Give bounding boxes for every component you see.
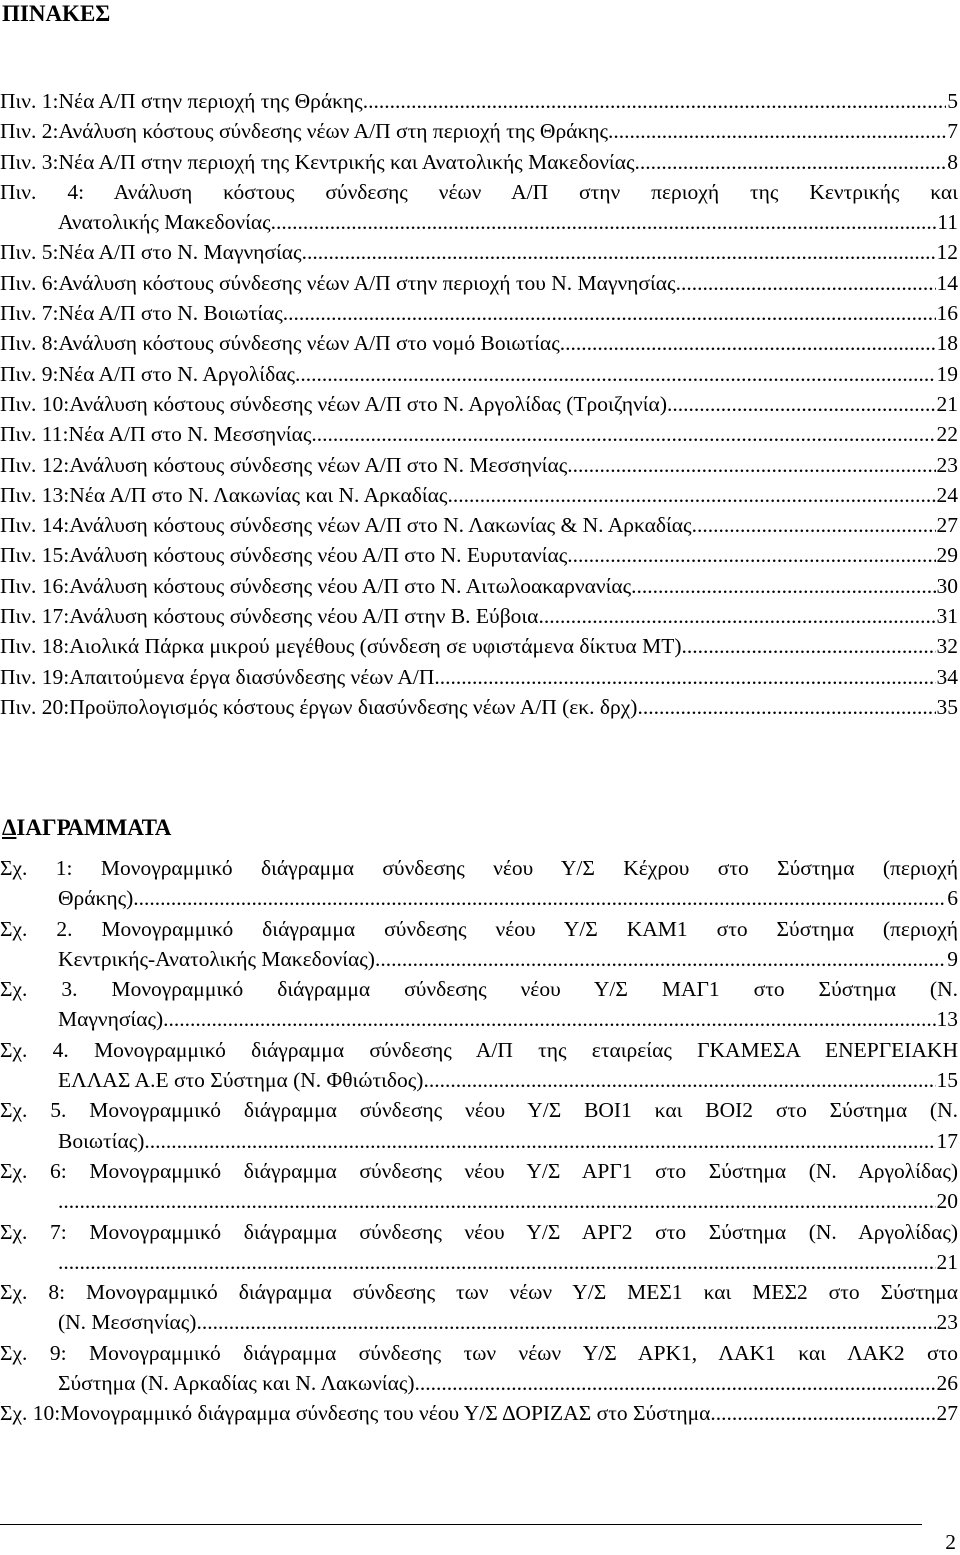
tables-heading: ΠΙΝΑΚΕΣ <box>2 1 111 26</box>
diagram-entry-last-line <box>0 1247 958 1277</box>
diagram-entry-last-line <box>0 1126 958 1156</box>
diagram-entry-title-line1: Μονογραμμικό διάγραμμα σύνδεσης νέου Υ/Σ ΒΟΙ1 και ΒΟΙ2 στο Σύστημα (Ν. <box>66 1098 958 1123</box>
table-entry-page: 11 <box>937 210 958 235</box>
diagram-entry-page: 13 <box>936 1007 958 1032</box>
table-entry-label: Πιν. 3: <box>0 149 59 174</box>
table-entry-page: 7 <box>947 119 958 144</box>
table-entry-first-line <box>0 177 958 207</box>
diagram-entry-label: Σχ. 1: <box>0 856 73 880</box>
table-entry <box>0 268 958 298</box>
diagram-entry-title-line1: Μονογραμμικό διάγραμμα σύνδεσης Α/Π της εταιρείας ΓΚΑΜΕΣΑ ΕΝΕΡΓΕΙΑΚΗ <box>68 1037 958 1062</box>
table-entry-label: Πιν. 7: <box>0 301 59 326</box>
diagram-entry <box>0 853 958 914</box>
diagram-entry-label: Σχ. 6: <box>0 1158 67 1183</box>
table-entry-page: 12 <box>936 240 958 265</box>
dot-leader <box>692 510 936 540</box>
table-entry-label: Πιν. 12: <box>0 452 70 477</box>
diagram-entry-page: 21 <box>936 1249 958 1274</box>
diagram-entry-first-line <box>0 914 958 944</box>
table-entry-title: Ανάλυση κόστους σύνδεσης νέων Α/Π στη περιοχή της Θράκης <box>58 119 609 144</box>
dot-leader <box>560 328 936 358</box>
diagram-entry-label: Σχ. 10: <box>0 1401 61 1426</box>
diagram-entry-page: 9 <box>947 946 958 971</box>
dot-leader <box>710 1398 935 1428</box>
diagram-entry-label: Σχ. 4. <box>0 1037 69 1062</box>
diagram-entry-page: 17 <box>936 1128 958 1153</box>
table-entry-page: 34 <box>936 664 958 689</box>
table-entry-page: 18 <box>936 331 958 356</box>
footer-rule <box>0 1524 922 1525</box>
diagram-entry-page: 26 <box>936 1371 958 1396</box>
table-entry-line <box>0 389 958 419</box>
diagram-entry-last-line <box>0 1186 958 1216</box>
table-entry <box>0 601 958 631</box>
table-entry-title: Ανάλυση κόστους σύνδεσης νέων Α/Π στην περιοχή του Ν. Μαγνησίας <box>58 270 676 295</box>
dot-leader <box>637 692 935 722</box>
table-entry-line <box>0 480 958 510</box>
diagram-entry-title-line2: ΕΛΛΑΣ Α.Ε στο Σύστημα (Ν. Φθιώτιδος) <box>58 1068 424 1093</box>
dot-leader <box>144 1126 935 1156</box>
table-entry <box>0 86 958 116</box>
table-entry-line <box>0 631 958 661</box>
diagram-entry <box>0 1035 958 1096</box>
dot-leader <box>423 1065 935 1095</box>
table-entry <box>0 359 958 389</box>
table-entry <box>0 510 958 540</box>
table-entry-title: Νέα Α/Π στο Ν. Βοιωτίας <box>58 301 283 326</box>
table-entry-label: Πιν. 4: <box>0 179 85 204</box>
table-entry-line <box>0 540 958 570</box>
diagram-entry-first-line <box>0 974 958 1004</box>
dot-leader <box>567 450 935 480</box>
diagram-entry-title-line1: Μονογραμμικό διάγραμμα σύνδεσης νέου Υ/Σ ΑΡΓ2 στο Σύστημα (Ν. Αργολίδας) <box>66 1219 958 1244</box>
diagram-entry <box>0 974 958 1035</box>
table-entry <box>0 631 958 661</box>
table-entry <box>0 450 958 480</box>
table-entry-line <box>0 419 958 449</box>
table-entry-label: Πιν. 15: <box>0 543 70 568</box>
table-entry-title: Νέα Α/Π στο Ν. Μαγνησίας <box>58 240 302 265</box>
dot-leader <box>363 86 947 116</box>
dot-leader <box>681 631 935 661</box>
diagram-entry-title-line1: Μονογραμμικό διάγραμμα σύνδεσης νέου Υ/Σ ΜΑΓ1 στο Σύστημα (Ν. <box>77 977 958 1002</box>
table-entry-title: Ανάλυση κόστους σύνδεσης νέων Α/Π στο Ν. Λακωνίας & Ν. Αρκαδίας <box>69 513 692 538</box>
diagram-entry <box>0 1398 958 1428</box>
dot-leader <box>302 237 936 267</box>
dot-leader <box>434 662 935 692</box>
table-entry <box>0 662 958 692</box>
table-entry-title: Νέα Α/Π στο Ν. Αργολίδας <box>58 361 295 386</box>
table-entry-title: Ανάλυση κόστους σύνδεσης νέου Α/Π στο Ν. Ευρυτανίας <box>69 543 568 568</box>
table-entry <box>0 692 958 722</box>
diagram-entry-page: 20 <box>936 1189 958 1214</box>
table-entry-label: Πιν. 10: <box>0 391 70 416</box>
table-entry-page: 27 <box>936 513 958 538</box>
diagram-entry-page: 15 <box>936 1068 958 1093</box>
diagram-entry-first-line <box>0 1095 958 1125</box>
table-entry-line <box>0 147 958 177</box>
diagram-entry-label: Σχ. 3. <box>0 977 78 1002</box>
table-entry-title: Νέα Α/Π στο Ν. Λακωνίας και Ν. Αρκαδίας <box>69 482 448 507</box>
table-entry-line <box>0 86 958 116</box>
diagram-entry-last-line <box>0 1004 958 1034</box>
table-entry-page: 16 <box>936 301 958 326</box>
diagram-entry-first-line <box>0 1156 958 1186</box>
diagrams-heading-initial: Δ <box>2 815 17 840</box>
table-entry-title: Νέα Α/Π στην περιοχή της Θράκης <box>58 89 363 113</box>
diagram-entry-last-line <box>0 1307 958 1337</box>
table-entry-label: Πιν. 2: <box>0 119 59 144</box>
table-entry-page: 31 <box>936 604 958 629</box>
table-entry-label: Πιν. 1: <box>0 89 59 113</box>
diagram-entry-last-line <box>0 1065 958 1095</box>
dot-leader <box>631 571 935 601</box>
table-entry-label: Πιν. 14: <box>0 513 70 538</box>
table-entry <box>0 540 958 570</box>
diagram-entry-label: Σχ. 2. <box>0 916 73 941</box>
diagram-entry-last-line <box>0 1368 958 1398</box>
table-entry <box>0 571 958 601</box>
diagram-entry-title-line2: Βοιωτίας) <box>58 1128 145 1153</box>
table-entry-page: 14 <box>936 270 958 295</box>
dot-leader <box>271 207 937 237</box>
table-entry-title: Απαιτούμενα έργα διασύνδεσης νέων Α/Π <box>69 664 435 689</box>
dot-leader <box>634 147 946 177</box>
table-entry-line <box>0 298 958 328</box>
dot-leader <box>375 944 946 974</box>
table-entry <box>0 328 958 358</box>
table-entry-label: Πιν. 17: <box>0 604 70 629</box>
diagrams-list <box>0 853 958 1429</box>
table-entry-line <box>0 571 958 601</box>
diagram-entry-title-line2: Σύστημα (Ν. Αρκαδίας και Ν. Λακωνίας) <box>58 1371 415 1396</box>
table-entry-page: 8 <box>947 149 958 174</box>
diagram-entry-title-line1: Μονογραμμικό διάγραμμα σύνδεσης των νέων Υ/Σ ΑΡΚ1, ΛΑΚ1 και ΛΑΚ2 στο <box>66 1340 958 1365</box>
diagram-entry-first-line <box>0 1277 958 1307</box>
table-entry-label: Πιν. 8: <box>0 331 59 356</box>
table-entry-label: Πιν. 9: <box>0 361 59 386</box>
table-entry-line <box>0 450 958 480</box>
table-entry-title-line2: Ανατολικής Μακεδονίας <box>58 210 271 235</box>
table-entry-last-line <box>0 207 958 237</box>
dot-leader <box>676 268 936 298</box>
diagram-entry-label: Σχ. 9: <box>0 1340 67 1365</box>
diagram-entry-title-line1: Μονογραμμικό διάγραμμα σύνδεσης νέου Υ/Σ Κέχρου στο Σύστημα (περιοχή <box>72 856 958 880</box>
table-entry-line <box>0 510 958 540</box>
table-entry-page: 29 <box>936 543 958 568</box>
dot-leader <box>311 419 935 449</box>
table-entry-page: 5 <box>947 89 958 113</box>
table-entry-label: Πιν. 19: <box>0 664 70 689</box>
table-entry-page: 22 <box>936 422 958 447</box>
table-entry-label: Πιν. 20: <box>0 694 70 719</box>
diagram-entry-last-line <box>0 883 958 913</box>
dot-leader <box>163 1004 935 1034</box>
table-entry-label: Πιν. 18: <box>0 634 70 659</box>
dot-leader <box>283 298 936 328</box>
diagrams-heading-rest: ΙΑΓΡΑΜΜΑΤΑ <box>16 815 172 840</box>
diagram-entry <box>0 1095 958 1156</box>
table-entry-title: Ανάλυση κόστους σύνδεσης νέων Α/Π στο νομό Βοιωτίας <box>58 331 560 356</box>
diagram-entry-first-line <box>0 1338 958 1368</box>
diagram-entry <box>0 1338 958 1399</box>
dot-leader <box>295 359 936 389</box>
dot-leader <box>196 1307 935 1337</box>
table-entry-line <box>0 268 958 298</box>
table-entry-label: Πιν. 6: <box>0 270 59 295</box>
table-entry-title: Ανάλυση κόστους σύνδεσης νέου Α/Π στο Ν. Αιτωλοακαρνανίας <box>69 573 632 598</box>
table-entry-title: Αιολικά Πάρκα μικρού μεγέθους (σύνδεση σε υφιστάμενα δίκτυα ΜΤ) <box>69 634 682 659</box>
table-entry <box>0 237 958 267</box>
table-entry-title: Προϋπολογισμός κόστους έργων διασύνδεσης νέων Α/Π (εκ. δρχ) <box>69 694 638 719</box>
diagrams-heading <box>2 814 171 842</box>
table-entry-line <box>0 237 958 267</box>
diagram-entry-title: Μονογραμμικό διάγραμμα σύνδεσης του νέου Υ/Σ ΔΟΡΙΖΑΣ στο Σύστημα <box>60 1401 711 1426</box>
table-entry-title: Νέα Α/Π στην περιοχή της Κεντρικής και Ανατολικής Μακεδονίας <box>58 149 635 174</box>
table-entry-label: Πιν. 13: <box>0 482 70 507</box>
table-entry-page: 35 <box>936 694 958 719</box>
diagram-entry-line <box>0 1398 958 1428</box>
dot-leader <box>538 601 935 631</box>
table-entry-page: 32 <box>936 634 958 659</box>
table-entry <box>0 147 958 177</box>
table-entry <box>0 480 958 510</box>
table-entry-title: Νέα Α/Π στο Ν. Μεσσηνίας <box>68 422 312 447</box>
diagram-entry-title-line1: Μονογραμμικό διάγραμμα σύνδεσης νέου Υ/Σ ΑΡΓ1 στο Σύστημα (Ν. Αργολίδας) <box>66 1158 958 1183</box>
table-entry <box>0 116 958 146</box>
table-entry <box>0 389 958 419</box>
diagram-entry-first-line <box>0 1035 958 1065</box>
diagram-entry-first-line <box>0 853 958 883</box>
diagram-entry-page: 6 <box>947 886 958 911</box>
table-entry <box>0 177 958 238</box>
diagram-entry-title-line2: Θράκης) <box>58 886 134 911</box>
table-entry <box>0 419 958 449</box>
diagram-entry-first-line <box>0 1217 958 1247</box>
table-entry-page: 21 <box>936 391 958 416</box>
table-entry-label: Πιν. 11: <box>0 422 69 447</box>
diagram-entry-title-line1: Μονογραμμικό διάγραμμα σύνδεσης των νέων Υ/Σ ΜΕΣ1 και ΜΕΣ2 στο Σύστημα <box>65 1280 959 1305</box>
diagram-entry <box>0 1217 958 1278</box>
tables-list <box>0 86 958 722</box>
diagram-entry-title-line2: Μαγνησίας) <box>58 1007 164 1032</box>
dot-leader <box>567 540 935 570</box>
table-entry-line <box>0 359 958 389</box>
diagram-entry <box>0 914 958 975</box>
table-entry-line <box>0 328 958 358</box>
table-entry-line <box>0 116 958 146</box>
dot-leader <box>58 1186 936 1216</box>
diagram-entry-label: Σχ. 7: <box>0 1219 67 1244</box>
diagram-entry-last-line <box>0 944 958 974</box>
diagram-entry-title-line2: Κεντρικής-Ανατολικής Μακεδονίας) <box>58 946 375 971</box>
table-entry-label: Πιν. 5: <box>0 240 59 265</box>
table-entry-page: 19 <box>936 361 958 386</box>
table-entry-page: 23 <box>936 452 958 477</box>
table-entry-title: Ανάλυση κόστους σύνδεσης νέων Α/Π στο Ν. Μεσσηνίας <box>69 452 568 477</box>
table-entry-title: Ανάλυση κόστους σύνδεσης νέου Α/Π στην Β. Εύβοια <box>69 604 539 629</box>
dot-leader <box>133 883 946 913</box>
table-entry-line <box>0 692 958 722</box>
table-entry-label: Πιν. 16: <box>0 573 70 598</box>
dot-leader <box>667 389 936 419</box>
diagram-entry-page: 27 <box>936 1401 958 1426</box>
table-entry-line <box>0 662 958 692</box>
diagram-entry <box>0 1156 958 1217</box>
diagram-entry-label: Σχ. 5. <box>0 1098 67 1123</box>
table-entry <box>0 298 958 328</box>
diagram-entry-title-line2: (Ν. Μεσσηνίας) <box>58 1310 197 1335</box>
dot-leader <box>608 116 946 146</box>
diagram-entry-page: 23 <box>936 1310 958 1335</box>
diagram-entry <box>0 1277 958 1338</box>
dot-leader <box>415 1368 936 1398</box>
table-entry-page: 24 <box>936 482 958 507</box>
dot-leader <box>58 1247 936 1277</box>
table-entry-page: 30 <box>936 573 958 598</box>
page-number: 2 <box>945 1530 956 1554</box>
diagram-entry-label: Σχ. 8: <box>0 1280 66 1305</box>
table-entry-title-line1: Ανάλυση κόστους σύνδεσης νέων Α/Π στην περιοχή της Κεντρικής και <box>84 179 958 204</box>
dot-leader <box>447 480 935 510</box>
table-entry-title: Ανάλυση κόστους σύνδεσης νέων Α/Π στο Ν. Αργολίδας (Τροιζηνία) <box>69 391 667 416</box>
table-entry-line <box>0 601 958 631</box>
diagram-entry-title-line1: Μονογραμμικό διάγραμμα σύνδεσης νέου Υ/Σ ΚΑΜ1 στο Σύστημα (περιοχή <box>72 916 958 941</box>
